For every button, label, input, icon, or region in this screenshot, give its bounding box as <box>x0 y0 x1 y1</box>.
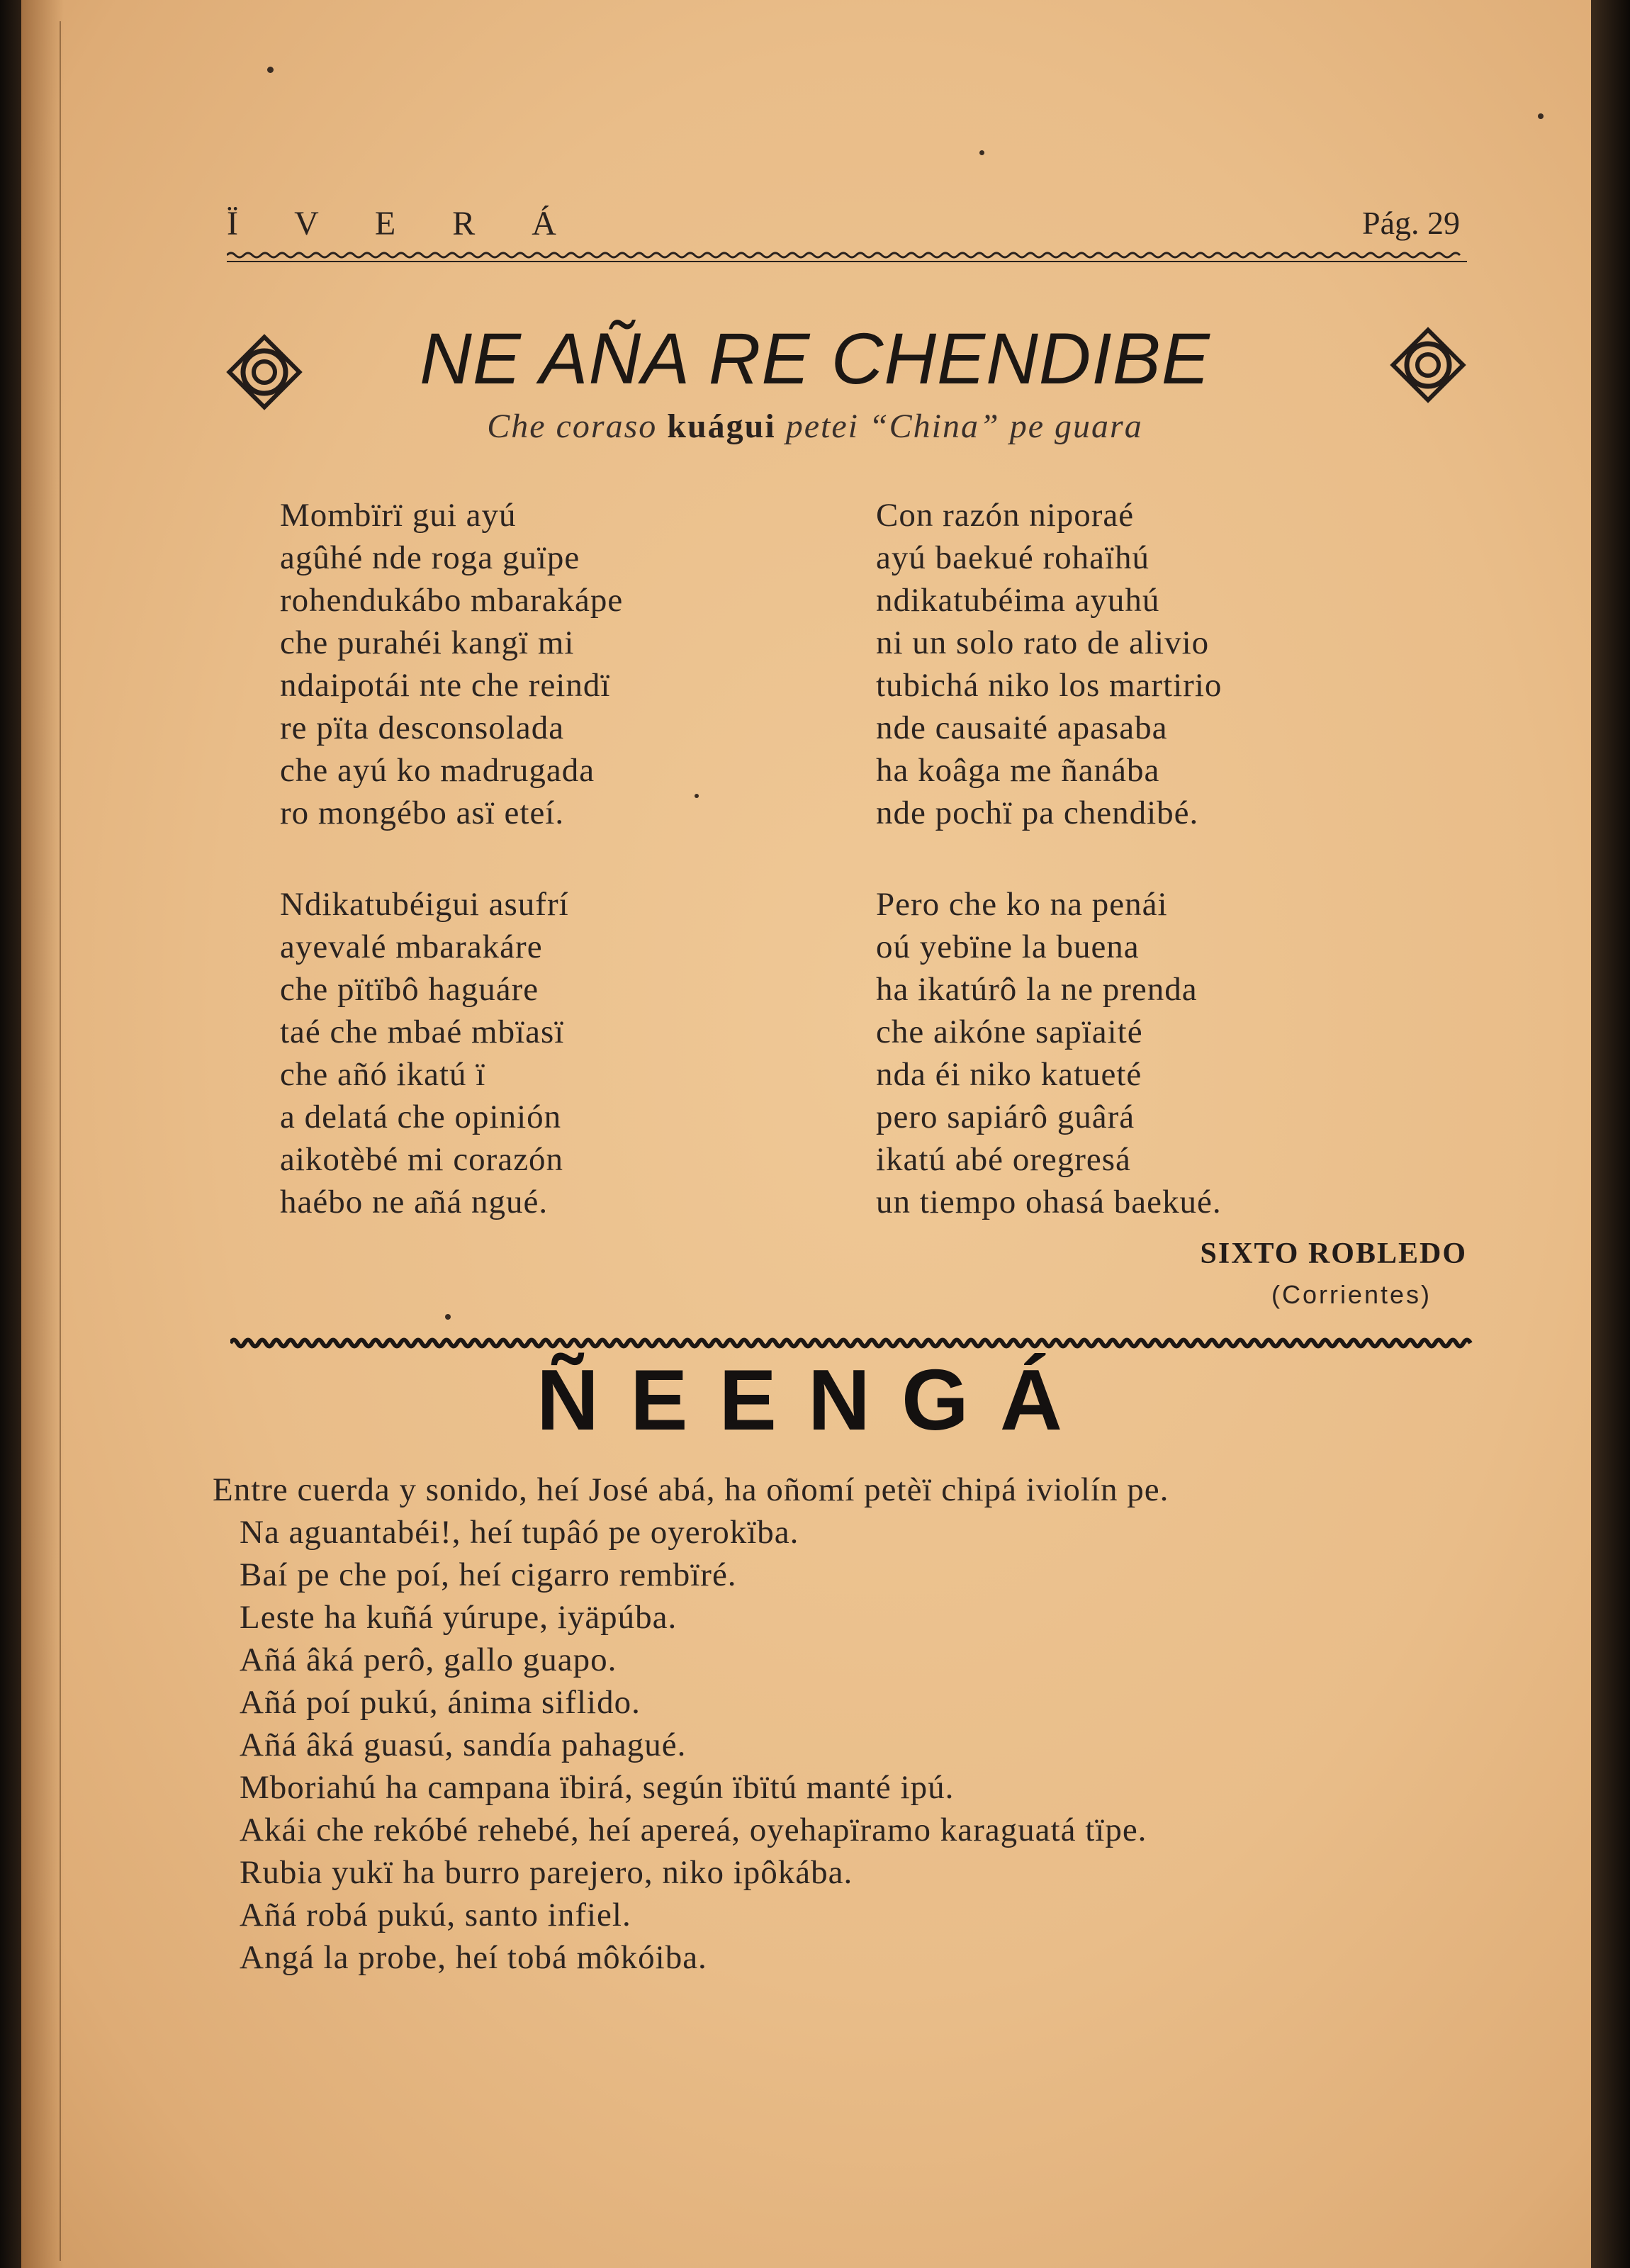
proverb-line: Na aguantabéi!, heí tupâó pe oyerokïba. <box>240 1514 799 1551</box>
verse-line: ni un solo rato de alivio <box>876 624 1210 661</box>
proverb-line: Añá robá pukú, santo infiel. <box>240 1897 631 1933</box>
verse-line: che purahéi kangï mi <box>280 624 575 661</box>
verse-line: Pero che ko na penái <box>876 886 1168 923</box>
subtitle-part-2: petei “China” pe guara <box>785 408 1143 445</box>
verse-line: Con razón niporaé <box>876 497 1135 534</box>
page-number: Pág. 29 <box>1362 205 1460 241</box>
verse-line: che aikóne sapïaité <box>876 1014 1143 1050</box>
verse-line: ro mongébo asï eteí. <box>280 795 565 831</box>
proverb-line: Añá poí pukú, ánima siflido. <box>240 1684 641 1721</box>
stanza-3 <box>280 883 569 1223</box>
verse-line: aikotèbé mi corazón <box>280 1141 564 1178</box>
proverb-line: Baí pe che poí, heí cigarro rembïré. <box>240 1556 737 1593</box>
verse-line: haébo ne añá ngué. <box>280 1184 549 1220</box>
running-head <box>227 204 1460 247</box>
scan-speck <box>267 67 274 73</box>
journal-name: Ï V E R Á <box>227 205 580 242</box>
stanza-4 <box>876 883 1222 1223</box>
poem-subtitle <box>0 407 1630 446</box>
verse-line: ayevalé mbarakáre <box>280 928 543 965</box>
proverb-line: Añá âká guasú, sandía pahagué. <box>240 1727 687 1763</box>
verse-line: agûhé nde roga guïpe <box>280 539 580 576</box>
verse-line: ha ikatúrô la ne prenda <box>876 971 1198 1008</box>
verse-line: ndaipotái nte che reindï <box>280 667 611 704</box>
verse-line: ayú baekué rohaïhú <box>876 539 1150 576</box>
scan-speck <box>1538 113 1544 119</box>
proverb-line: Angá la probe, heí tobá môkóiba. <box>240 1939 707 1976</box>
verse-line: nde pochï pa chendibé. <box>876 795 1199 831</box>
proverb-line: Añá âká perô, gallo guapo. <box>240 1641 617 1678</box>
verse-line: Mombïrï gui ayú <box>280 497 517 534</box>
verse-line: re pïta desconsolada <box>280 709 565 746</box>
verse-line: ndikatubéima ayuhú <box>876 582 1160 619</box>
verse-line: che añó ikatú ï <box>280 1056 486 1093</box>
stanza-1 <box>280 494 623 834</box>
verse-line: Ndikatubéigui asufrí <box>280 886 569 923</box>
verse-line: tubichá niko los martirio <box>876 667 1222 704</box>
verse-line: ikatú abé oregresá <box>876 1141 1131 1178</box>
verse-line: rohendukábo mbarakápe <box>280 582 624 619</box>
scan-speck <box>979 150 984 155</box>
proverb-line: Leste ha kuñá yúrupe, iyäpúba. <box>240 1599 678 1636</box>
scan-speck <box>445 1314 451 1320</box>
author-place: (Corrientes) <box>1271 1280 1432 1309</box>
proverb-line: Mboriahú ha campana ïbirá, según ïbïtú manté ipú. <box>240 1769 955 1806</box>
verse-line: taé che mbaé mbïasï <box>280 1014 565 1050</box>
stanza-2 <box>876 494 1222 834</box>
proverbs-list <box>213 1469 1502 1979</box>
verse-line: che pïtïbô haguáre <box>280 971 539 1008</box>
section-title: ÑEENGÁ <box>536 1352 1094 1448</box>
verse-line: nda éi niko katueté <box>876 1056 1142 1093</box>
verse-line: nde causaité apasaba <box>876 709 1168 746</box>
verse-line: pero sapiárô guârá <box>876 1099 1135 1135</box>
scan-speck <box>695 794 699 798</box>
proverb-line: Entre cuerda y sonido, heí José abá, ha oñomí petèï chipá iviolín pe. <box>213 1471 1169 1508</box>
verse-line: ha koâga me ñanába <box>876 752 1160 789</box>
subtitle-part-1: Che coraso <box>487 408 658 445</box>
proverb-line: Akái che rekóbé rehebé, heí apereá, oyehapïramo karaguatá tïpe. <box>240 1812 1147 1848</box>
subtitle-bold-word: kuágui <box>667 408 776 445</box>
verse-line: oú yebïne la buena <box>876 928 1140 965</box>
author-name: SIXTO ROBLEDO <box>1200 1237 1467 1270</box>
verse-line: che ayú ko madrugada <box>280 752 595 789</box>
verse-line: un tiempo ohasá baekué. <box>876 1184 1222 1220</box>
header-wavy-rule <box>227 249 1467 265</box>
verse-line: a delatá che opinión <box>280 1099 562 1135</box>
proverb-line: Rubia yukï ha burro parejero, niko ipôkába. <box>240 1854 853 1891</box>
poem-title: NE AÑA RE CHENDIBE <box>420 318 1210 399</box>
